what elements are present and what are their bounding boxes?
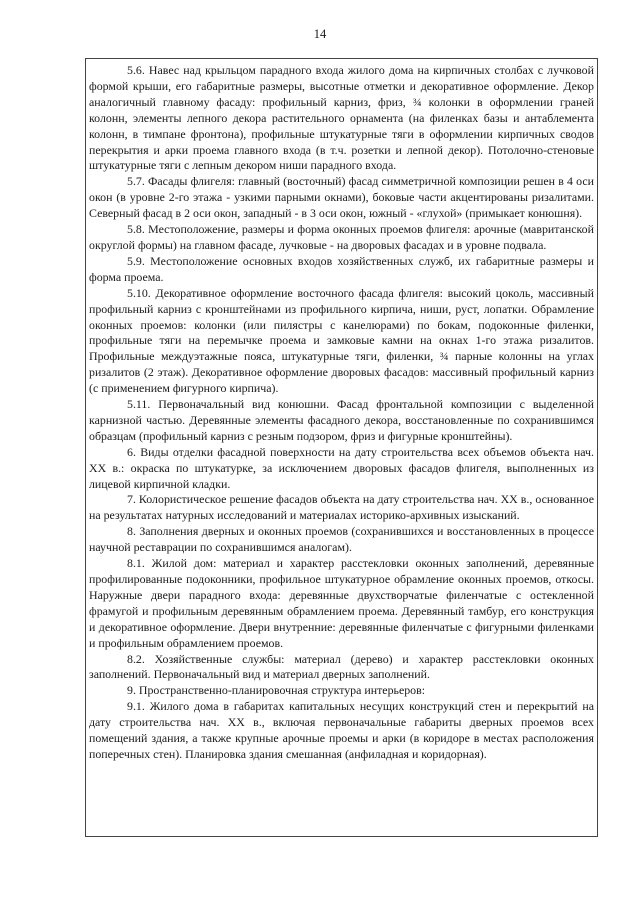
paragraph-8: 8. Заполнения дверных и оконных проемов (сохранившихся и восстановленных в процессе научной реставрации по сохранившимся аналогам). [89, 524, 594, 555]
paragraph-8-1: 8.1. Жилой дом: материал и характер расстекловки оконных заполнений, деревянные профилированные подоконники, профильное штукатурное обрамление оконных проемов, откосы. Наружные двери парадного входа: деревянные двухстворчатые филенчатые с остекленной фрамугой и профильным деревянным обрамлением проема. Деревянный тамбур, его конструкция и декоративное оформление. Двери внутренние: деревянные филенчатые с фигурными филенками и профильным обрамлением проемов. [89, 556, 594, 650]
paragraph-5-8: 5.8. Местоположение, размеры и форма оконных проемов флигеля: арочные (мавританской округлой формы) на главном фасаде, лучковые - на дворовых фасадах и в уровне подвала. [89, 222, 594, 252]
paragraph-7: 7. Колористическое решение фасадов объекта на дату строительства нач. XX в., основанное на результатах натурных исследований и материалах историко-архивных изысканий. [89, 492, 594, 523]
paragraph-6: 6. Виды отделки фасадной поверхности на дату строительства всех объемов объекта нач. XX в.: окраска по штукатурке, за исключением дворовых фасадов флигеля, выполненных из лицевой кирпичной кладки. [89, 444, 594, 491]
document-body [89, 63, 594, 763]
paragraph-9: 9. Пространственно-планировочная структура интерьеров: [127, 683, 426, 698]
paragraph-8-2: 8.2. Хозяйственные службы: материал (дерево) и характер расстекловки оконных заполнений. Первоначальный вид и материал дверных заполнений. [89, 651, 594, 682]
paragraph-5-6: 5.6. Навес над крыльцом парадного входа жилого дома на кирпичных столбах с лучковой формой крыши, его габаритные размеры, высотные отметки и декоративное оформление. Декор аналогичный главному фасаду: профильный карниз, фриз, ¾ колонки в оформлении граней колонн, элементы лепного декора растительного орнамента (на филенках базы и антаблемента колонн, в тимпане фронтона), профильные штукатурные тяги в оформлении кирпичных сводов перекрытия и арки проема главного входа (в т.ч. розетки и лепной декор). Потолочно-стеновые штукатурные тяги с лепным декором ниши парадного входа. [89, 63, 594, 173]
paragraph-9-1: 9.1. Жилого дома в габаритах капитальных несущих конструкций стен и перекрытий на дату строительства нач. XX в., включая первоначальные габариты дверных проемов всех помещений здания, а также крупные арочные проемы и арки (в коридоре в местах расположения поперечных стен). Планировка здания смешанная (анфиладная и коридорная). [89, 699, 594, 761]
page-number: 14 [313, 27, 327, 41]
paragraph-5-10: 5.10. Декоративное оформление восточного фасада флигеля: высокий цоколь, массивный профильный карниз с кронштейнами из профильного кирпича, ниши, руст, лопатки. Обрамление оконных проемов: колонки (или пилястры с канелюрами) по бокам, подоконные филенки, профильные тяги на перемычке проема и замковые камни на окнах 1-го этажа ризалитов. Профильные междуэтажные пояса, штукатурные тяги, филенки, ¾ парные колонны на углах ризалитов (2 этаж). Декоративное оформление дворовых фасадов: массивный профильный карниз (с применением фигурного кирпича). [89, 285, 594, 396]
paragraph-5-7: 5.7. Фасады флигеля: главный (восточный) фасад симметричной композиции решен в 4 оси окон (в уровне 2-го этажа - узкими парными окнами), боковые части акцентированы ризалитами. Северный фасад в 2 оси окон, западный - в 3 оси окон, южный - «глухой» (примыкает конюшня). [89, 174, 594, 221]
paragraph-5-9: 5.9. Местоположение основных входов хозяйственных служб, их габаритные размеры и форма проема. [89, 253, 594, 284]
paragraph-5-11: 5.11. Первоначальный вид конюшни. Фасад фронтальной композиции с выделенной карнизной частью. Деревянные элементы фасадного декора, восстановленные по сохранившимся образцам (профильный карниз с резным подзором, фриз и фигурные кронштейны). [89, 397, 594, 443]
